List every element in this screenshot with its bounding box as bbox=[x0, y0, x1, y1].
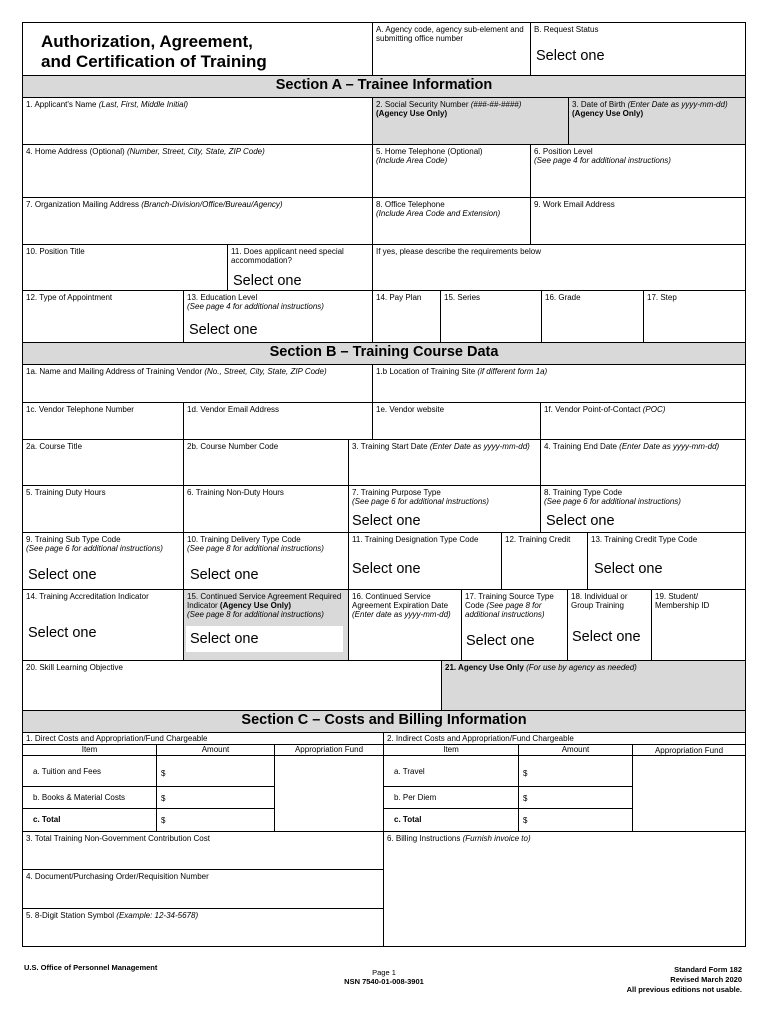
vendor-name-address-label: 1a. Name and Mailing Address of Training Vendor bbox=[26, 367, 203, 376]
continued-service-indicator-agency-note: (Agency Use Only) bbox=[219, 601, 292, 610]
training-source-type-field[interactable] bbox=[462, 590, 568, 661]
work-email-label: 9. Work Email Address bbox=[534, 200, 615, 209]
training-duty-hours-field[interactable] bbox=[22, 486, 184, 533]
training-end-date-hint: (Enter Date as yyyy-mm-dd) bbox=[619, 442, 720, 451]
indirect-col-item: Item bbox=[384, 745, 519, 756]
home-telephone-label: 5. Home Telephone (Optional) bbox=[376, 147, 483, 156]
purchasing-order-field[interactable] bbox=[22, 870, 384, 909]
training-purpose-type-label: 7. Training Purpose Type bbox=[352, 488, 441, 497]
training-non-duty-hours-label: 6. Training Non-Duty Hours bbox=[187, 488, 284, 497]
continued-service-indicator-select[interactable]: Select one bbox=[186, 626, 343, 652]
training-type-code-select[interactable]: Select one bbox=[546, 513, 615, 529]
footer-form-number: Standard Form 182 bbox=[674, 965, 742, 974]
pay-plan-field[interactable] bbox=[373, 291, 441, 343]
continued-service-indicator-field[interactable] bbox=[184, 590, 349, 661]
step-field[interactable] bbox=[644, 291, 746, 343]
training-credit-type-select[interactable]: Select one bbox=[594, 561, 663, 577]
training-end-date-label: 4. Training End Date bbox=[544, 442, 617, 451]
date-of-birth-field bbox=[569, 98, 746, 145]
indirect-amount-travel[interactable] bbox=[519, 756, 633, 787]
skill-learning-objective-field[interactable] bbox=[22, 661, 442, 711]
footer-editions: All previous editions not usable. bbox=[626, 985, 742, 994]
training-type-code-label: 8. Training Type Code bbox=[544, 488, 623, 497]
vendor-name-address-hint: (No., Street, City, State, ZIP Code) bbox=[204, 367, 327, 376]
vendor-website-field[interactable] bbox=[373, 403, 541, 440]
office-telephone-hint: (Include Area Code and Extension) bbox=[376, 209, 501, 218]
training-accreditation-field[interactable] bbox=[22, 590, 184, 661]
education-level-label: 13. Education Level bbox=[187, 293, 258, 302]
training-sub-type-hint: (See page 6 for additional instructions) bbox=[26, 544, 163, 553]
position-level-hint: (See page 4 for additional instructions) bbox=[534, 156, 671, 165]
education-level-field[interactable] bbox=[184, 291, 373, 343]
vendor-website-label: 1e. Vendor website bbox=[376, 405, 445, 414]
non-gov-contribution-field[interactable] bbox=[22, 832, 384, 870]
ssn-hint: (###-##-####) bbox=[470, 100, 522, 109]
vendor-email-field[interactable] bbox=[184, 403, 373, 440]
vendor-name-address-field[interactable] bbox=[22, 365, 373, 403]
section-b-heading: Section B – Training Course Data bbox=[22, 343, 746, 365]
training-sub-type-field[interactable] bbox=[22, 533, 184, 590]
training-purpose-type-hint: (See page 6 for additional instructions) bbox=[352, 497, 489, 506]
vendor-poc-field[interactable] bbox=[541, 403, 746, 440]
accommodation-requirements-field[interactable] bbox=[373, 245, 746, 291]
grade-label: 16. Grade bbox=[545, 293, 581, 302]
footer-nsn: NSN 7540-01-008-3901 bbox=[344, 977, 424, 986]
course-title-field[interactable] bbox=[22, 440, 184, 486]
position-level-label: 6. Position Level bbox=[534, 147, 593, 156]
indirect-col-fund: Appropriation Fund bbox=[633, 745, 746, 756]
indirect-costs-heading bbox=[384, 733, 746, 745]
dob-hint: (Enter Date as yyyy-mm-dd) bbox=[627, 100, 728, 109]
training-type-code-hint: (See page 6 for additional instructions) bbox=[544, 497, 681, 506]
currency-sign: $ bbox=[523, 794, 528, 803]
home-telephone-hint: (Include Area Code) bbox=[376, 156, 448, 165]
training-sub-type-label: 9. Training Sub Type Code bbox=[26, 535, 121, 544]
training-source-type-label: 17. Training Source Type Code bbox=[465, 592, 554, 610]
dob-label: 3. Date of Birth bbox=[572, 100, 626, 109]
office-telephone-label: 8. Office Telephone bbox=[376, 200, 445, 209]
currency-sign: $ bbox=[523, 816, 528, 825]
training-credit-label: 12. Training Credit bbox=[505, 535, 571, 544]
form-title-box bbox=[22, 22, 373, 76]
non-gov-contribution-label: 3. Total Training Non-Government Contribution Cost bbox=[26, 834, 210, 843]
training-credit-type-label: 13. Training Credit Type Code bbox=[591, 535, 698, 544]
position-title-label: 10. Position Title bbox=[26, 247, 85, 256]
currency-sign: $ bbox=[523, 769, 528, 778]
direct-amount-tuition[interactable] bbox=[157, 756, 275, 787]
indirect-appropriation-fund[interactable] bbox=[633, 756, 746, 832]
training-delivery-type-select[interactable]: Select one bbox=[190, 567, 259, 583]
currency-sign: $ bbox=[161, 816, 166, 825]
org-mailing-address-label: 7. Organization Mailing Address bbox=[26, 200, 139, 209]
request-status-label: B. Request Status bbox=[534, 25, 599, 34]
applicant-name-field[interactable] bbox=[22, 98, 373, 145]
student-membership-id-field[interactable] bbox=[652, 590, 746, 661]
course-title-label: 2a. Course Title bbox=[26, 442, 83, 451]
station-symbol-label: 5. 8-Digit Station Symbol bbox=[26, 911, 115, 920]
training-delivery-type-field[interactable] bbox=[184, 533, 349, 590]
course-number-field[interactable] bbox=[184, 440, 349, 486]
applicant-name-label: 1. Applicant's Name bbox=[26, 100, 97, 109]
individual-group-training-select[interactable]: Select one bbox=[572, 629, 641, 645]
direct-col-fund: Appropriation Fund bbox=[275, 745, 384, 756]
training-designation-type-select[interactable]: Select one bbox=[352, 561, 421, 577]
continued-service-indicator-label: 15. Continued Service Agreement Required Indicator bbox=[187, 592, 342, 610]
org-mailing-address-field[interactable] bbox=[22, 198, 373, 245]
direct-costs-label: 1. Direct Costs and Appropriation/Fund Chargeable bbox=[26, 734, 208, 743]
vendor-poc-label: 1f. Vendor Point-of-Contact bbox=[544, 405, 641, 414]
direct-col-amount: Amount bbox=[157, 745, 275, 756]
training-accreditation-select[interactable]: Select one bbox=[28, 625, 97, 641]
special-accommodation-field[interactable] bbox=[228, 245, 373, 291]
series-field[interactable] bbox=[441, 291, 542, 343]
billing-instructions-label: 6. Billing Instructions bbox=[387, 834, 461, 843]
direct-amount-books[interactable] bbox=[157, 787, 275, 809]
education-level-select[interactable]: Select one bbox=[189, 322, 258, 338]
student-membership-id-label: 19. Student/ Membership ID bbox=[655, 592, 710, 610]
continued-service-expiration-hint: (Enter date as yyyy-mm-dd) bbox=[352, 610, 451, 619]
training-credit-type-field[interactable] bbox=[588, 533, 746, 590]
footer-page: Page 1 bbox=[372, 968, 396, 977]
indirect-col-amount: Amount bbox=[519, 745, 633, 756]
station-symbol-hint: (Example: 12-34-5678) bbox=[116, 911, 199, 920]
special-accommodation-select[interactable]: Select one bbox=[233, 273, 302, 289]
home-address-label: 4. Home Address (Optional) bbox=[26, 147, 125, 156]
vendor-telephone-field[interactable] bbox=[22, 403, 184, 440]
type-of-appointment-label: 12. Type of Appointment bbox=[26, 293, 113, 302]
indirect-row-total: c. Total bbox=[384, 809, 519, 832]
training-site-location-field[interactable] bbox=[373, 365, 746, 403]
indirect-row-travel: a. Travel bbox=[384, 756, 519, 787]
training-designation-type-label: 11. Training Designation Type Code bbox=[352, 535, 479, 544]
training-accreditation-label: 14. Training Accreditation Indicator bbox=[26, 592, 149, 601]
request-status-select[interactable]: Select one bbox=[536, 48, 605, 64]
training-delivery-type-hint: (See page 8 for additional instructions) bbox=[187, 544, 324, 553]
billing-instructions-hint: (Furnish invoice to) bbox=[462, 834, 531, 843]
applicant-name-hint: (Last, First, Middle Initial) bbox=[98, 100, 189, 109]
accommodation-requirements-label: If yes, please describe the requirements below bbox=[376, 247, 541, 256]
direct-amount-total[interactable] bbox=[157, 809, 275, 832]
vendor-telephone-label: 1c. Vendor Telephone Number bbox=[26, 405, 134, 414]
org-mailing-address-hint: (Branch-Division/Office/Bureau/Agency) bbox=[141, 200, 283, 209]
home-address-hint: (Number, Street, City, State, ZIP Code) bbox=[126, 147, 265, 156]
agency-code-field[interactable] bbox=[373, 22, 531, 76]
currency-sign: $ bbox=[161, 794, 166, 803]
training-designation-type-field[interactable] bbox=[349, 533, 502, 590]
ssn-agency-note: (Agency Use Only) bbox=[376, 109, 448, 118]
training-credit-field[interactable] bbox=[502, 533, 588, 590]
agency-use-only-hint: (For use by agency as needed) bbox=[526, 663, 637, 672]
direct-row-books: b. Books & Material Costs bbox=[22, 787, 157, 809]
course-number-label: 2b. Course Number Code bbox=[187, 442, 279, 451]
grade-field[interactable] bbox=[542, 291, 644, 343]
ssn-label: 2. Social Security Number bbox=[376, 100, 469, 109]
training-site-location-hint: (if different form 1a) bbox=[477, 367, 548, 376]
form-title-line2: and Certification of Training bbox=[41, 52, 267, 71]
billing-instructions-field[interactable] bbox=[384, 832, 746, 947]
agency-use-only-label: 21. Agency Use Only bbox=[445, 663, 524, 672]
skill-learning-objective-label: 20. Skill Learning Objective bbox=[26, 663, 123, 672]
training-start-date-label: 3. Training Start Date bbox=[352, 442, 428, 451]
training-source-type-select[interactable]: Select one bbox=[466, 633, 535, 649]
series-label: 15. Series bbox=[444, 293, 481, 302]
vendor-poc-hint: (POC) bbox=[642, 405, 666, 414]
training-duty-hours-label: 5. Training Duty Hours bbox=[26, 488, 106, 497]
footer-agency: U.S. Office of Personnel Management bbox=[24, 963, 158, 972]
training-delivery-type-label: 10. Training Delivery Type Code bbox=[187, 535, 301, 544]
footer-revised: Revised March 2020 bbox=[670, 975, 742, 984]
vendor-email-label: 1d. Vendor Email Address bbox=[187, 405, 280, 414]
training-start-date-hint: (Enter Date as yyyy-mm-dd) bbox=[429, 442, 530, 451]
training-end-date-field[interactable] bbox=[541, 440, 746, 486]
continued-service-indicator-hint: (See page 8 for additional instructions) bbox=[187, 610, 324, 619]
indirect-costs-label: 2. Indirect Costs and Appropriation/Fund Chargeable bbox=[387, 734, 574, 743]
section-c-heading: Section C – Costs and Billing Information bbox=[22, 711, 746, 733]
request-status-field[interactable] bbox=[531, 22, 746, 76]
agency-code-label: A. Agency code, agency sub-element and submitting office number bbox=[376, 25, 524, 43]
direct-row-total: c. Total bbox=[22, 809, 157, 832]
indirect-amount-total[interactable] bbox=[519, 809, 633, 832]
pay-plan-label: 14. Pay Plan bbox=[376, 293, 422, 302]
station-symbol-field[interactable] bbox=[22, 909, 384, 947]
indirect-amount-per-diem[interactable] bbox=[519, 787, 633, 809]
direct-appropriation-fund[interactable] bbox=[275, 756, 384, 832]
training-type-code-field[interactable] bbox=[541, 486, 746, 533]
special-accommodation-label: 11. Does applicant need special accommodation? bbox=[231, 247, 344, 265]
training-sub-type-select[interactable]: Select one bbox=[28, 567, 97, 583]
training-start-date-field[interactable] bbox=[349, 440, 541, 486]
position-level-field[interactable] bbox=[531, 145, 746, 198]
continued-service-expiration-field[interactable] bbox=[349, 590, 462, 661]
home-address-field[interactable] bbox=[22, 145, 373, 198]
direct-row-tuition: a. Tuition and Fees bbox=[22, 756, 157, 787]
office-telephone-field[interactable] bbox=[373, 198, 531, 245]
training-non-duty-hours-field[interactable] bbox=[184, 486, 349, 533]
individual-group-training-field[interactable] bbox=[568, 590, 652, 661]
training-source-type-hint: (See page 8 for additional instructions) bbox=[465, 601, 545, 619]
section-a-heading: Section A – Trainee Information bbox=[22, 76, 746, 98]
step-label: 17. Step bbox=[647, 293, 677, 302]
purchasing-order-label: 4. Document/Purchasing Order/Requisition Number bbox=[26, 872, 209, 881]
form-title-line1: Authorization, Agreement, bbox=[41, 32, 253, 51]
individual-group-training-label: 18. Individual or Group Training bbox=[571, 592, 628, 610]
type-of-appointment-field[interactable] bbox=[22, 291, 184, 343]
ssn-field bbox=[373, 98, 569, 145]
work-email-field[interactable] bbox=[531, 198, 746, 245]
training-purpose-type-select[interactable]: Select one bbox=[352, 513, 421, 529]
education-level-hint: (See page 4 for additional instructions) bbox=[187, 302, 324, 311]
indirect-row-per-diem: b. Per Diem bbox=[384, 787, 519, 809]
direct-costs-heading bbox=[22, 733, 384, 745]
training-site-location-label: 1.b Location of Training Site bbox=[376, 367, 476, 376]
continued-service-expiration-label: 16. Continued Service Agreement Expiration Date bbox=[352, 592, 449, 610]
home-telephone-field[interactable] bbox=[373, 145, 531, 198]
currency-sign: $ bbox=[161, 769, 166, 778]
agency-use-only-field[interactable] bbox=[442, 661, 746, 711]
training-purpose-type-field[interactable] bbox=[349, 486, 541, 533]
direct-col-item: Item bbox=[22, 745, 157, 756]
dob-agency-note: (Agency Use Only) bbox=[572, 109, 644, 118]
position-title-field[interactable] bbox=[22, 245, 228, 291]
